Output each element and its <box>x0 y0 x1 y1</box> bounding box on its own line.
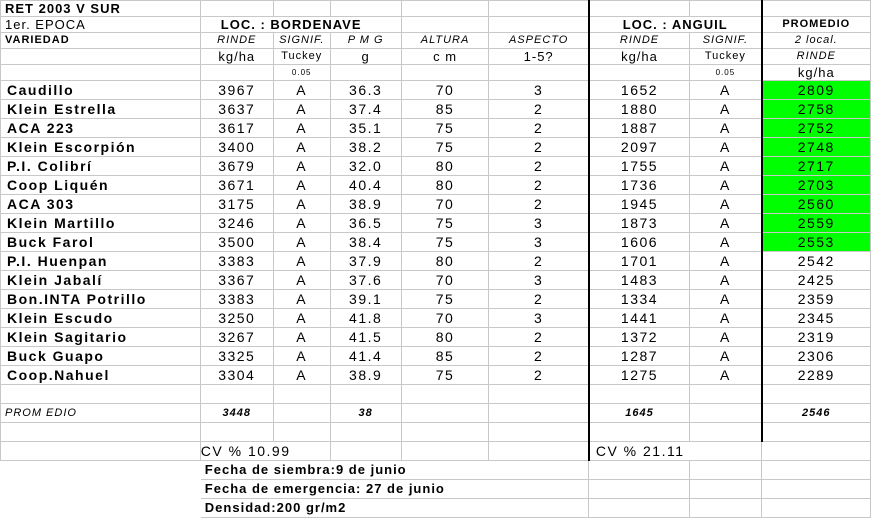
loc1-rinde-cell: 3679 <box>200 157 273 176</box>
table-row <box>1 252 871 271</box>
variedad-cell: Klein Martillo <box>1 214 201 233</box>
aspecto-cell: 2 <box>489 195 589 214</box>
loc1-rinde-cell: 3175 <box>200 195 273 214</box>
loc1-signif-cell: A <box>273 290 330 309</box>
loc1-rinde-cell: 3383 <box>200 290 273 309</box>
variedad-cell: P.I. Colibrí <box>1 157 201 176</box>
loc1-signif-cell: A <box>273 176 330 195</box>
loc1-signif-cell: A <box>273 157 330 176</box>
sheet-title: RET 2003 V SUR <box>1 1 201 17</box>
altura-cell: 75 <box>401 233 489 252</box>
summary-row <box>1 404 871 423</box>
table-row <box>1 100 871 119</box>
variedad-cell: Buck Guapo <box>1 347 201 366</box>
loc1-signif-cell: A <box>273 366 330 385</box>
loc1-header-pmg: P M G <box>330 33 401 49</box>
altura-cell: 75 <box>401 138 489 157</box>
loc2-rinde-cell: 1887 <box>589 119 690 138</box>
loc2-unit-signif: Tuckey <box>690 49 762 65</box>
pmg-cell: 35.1 <box>330 119 401 138</box>
loc2-rinde-cell: 1880 <box>589 100 690 119</box>
altura-cell: 75 <box>401 366 489 385</box>
variedad-cell: Klein Escorpión <box>1 138 201 157</box>
altura-cell: 70 <box>401 309 489 328</box>
loc2-rinde-cell: 1334 <box>589 290 690 309</box>
table-row <box>1 328 871 347</box>
altura-cell: 80 <box>401 252 489 271</box>
pmg-cell: 40.4 <box>330 176 401 195</box>
loc1-header-rinde: RINDE <box>200 33 273 49</box>
loc1-signif-cell: A <box>273 81 330 100</box>
table-row <box>1 233 871 252</box>
aspecto-cell: 2 <box>489 290 589 309</box>
variedad-cell: Buck Farol <box>1 233 201 252</box>
loc1-signif-cell: A <box>273 138 330 157</box>
loc2-rinde-cell: 1483 <box>589 271 690 290</box>
loc1-rinde-cell: 3617 <box>200 119 273 138</box>
aspecto-cell: 3 <box>489 271 589 290</box>
pmg-cell: 32.0 <box>330 157 401 176</box>
promedio-cell: 2359 <box>762 290 871 309</box>
variedad-cell: ACA 223 <box>1 119 201 138</box>
loc2-rinde-cell: 1441 <box>589 309 690 328</box>
variedad-cell: Klein Estrella <box>1 100 201 119</box>
pmg-cell: 37.6 <box>330 271 401 290</box>
loc2-signif-cell: A <box>690 328 762 347</box>
loc2-signif-cell: A <box>690 176 762 195</box>
altura-cell: 80 <box>401 157 489 176</box>
altura-cell: 75 <box>401 290 489 309</box>
note-densidad: Densidad:200 gr/m2 <box>200 499 589 518</box>
promedio-rinde-label: RINDE <box>762 49 871 65</box>
table-row <box>1 347 871 366</box>
loc2-rinde-cell: 1606 <box>589 233 690 252</box>
loc1-signif-cell: A <box>273 271 330 290</box>
note-siembra: Fecha de siembra:9 de junio <box>200 461 589 480</box>
loc2-signif-cell: A <box>690 290 762 309</box>
loc2-rinde-cell: 1945 <box>589 195 690 214</box>
aspecto-cell: 2 <box>489 176 589 195</box>
table-row <box>1 81 871 100</box>
variedad-header: VARIEDAD <box>1 33 201 49</box>
aspecto-cell: 3 <box>489 309 589 328</box>
variedad-cell: Caudillo <box>1 81 201 100</box>
loc2-rinde-cell: 2097 <box>589 138 690 157</box>
pmg-cell: 38.9 <box>330 366 401 385</box>
aspecto-cell: 2 <box>489 328 589 347</box>
loc2-rinde-cell: 1701 <box>589 252 690 271</box>
loc1-rinde-cell: 3637 <box>200 100 273 119</box>
loc2-rinde-cell: 1873 <box>589 214 690 233</box>
pmg-cell: 39.1 <box>330 290 401 309</box>
promedio-cell: 2717 <box>762 157 871 176</box>
pmg-cell: 38.9 <box>330 195 401 214</box>
aspecto-cell: 3 <box>489 233 589 252</box>
loc2-rinde-cell: 1287 <box>589 347 690 366</box>
aspecto-cell: 2 <box>489 157 589 176</box>
promedio-cell: 2748 <box>762 138 871 157</box>
loc1-signif-cell: A <box>273 119 330 138</box>
loc1-rinde-cell: 3400 <box>200 138 273 157</box>
promedio-cell: 2345 <box>762 309 871 328</box>
pmg-cell: 37.4 <box>330 100 401 119</box>
loc1-rinde-cell: 3383 <box>200 252 273 271</box>
variedad-cell: ACA 303 <box>1 195 201 214</box>
table-row <box>1 138 871 157</box>
loc2-signif-cell: A <box>690 233 762 252</box>
promedio-title: PROMEDIO <box>762 17 871 33</box>
loc1-unit-pmg: g <box>330 49 401 65</box>
pmg-cell: 36.3 <box>330 81 401 100</box>
variedad-cell: Coop.Nahuel <box>1 366 201 385</box>
promedio-cell: 2425 <box>762 271 871 290</box>
promedio-cell: 2752 <box>762 119 871 138</box>
loc2-rinde-cell: 1652 <box>589 81 690 100</box>
promedio-cell: 2319 <box>762 328 871 347</box>
loc2-rinde-cell: 1736 <box>589 176 690 195</box>
table-row <box>1 309 871 328</box>
loc1-rinde-cell: 3325 <box>200 347 273 366</box>
summary-promedio: 2546 <box>762 404 871 423</box>
promedio-sub: 2 local. <box>762 33 871 49</box>
loc1-rinde-cell: 3367 <box>200 271 273 290</box>
loc2-rinde-cell: 1755 <box>589 157 690 176</box>
loc1-rinde-cell: 3671 <box>200 176 273 195</box>
table-row <box>1 157 871 176</box>
loc1-unit-rinde: kg/ha <box>200 49 273 65</box>
altura-cell: 70 <box>401 81 489 100</box>
loc1-rinde-cell: 3250 <box>200 309 273 328</box>
loc2-signif-cell: A <box>690 214 762 233</box>
loc2-header-rinde: RINDE <box>589 33 690 49</box>
loc1-rinde-cell: 3246 <box>200 214 273 233</box>
loc2-signif-cell: A <box>690 81 762 100</box>
table-row <box>1 176 871 195</box>
pmg-cell: 41.4 <box>330 347 401 366</box>
table-row <box>1 366 871 385</box>
aspecto-cell: 3 <box>489 214 589 233</box>
loc2-signif-cell: A <box>690 366 762 385</box>
cv-loc1: CV % 10.99 <box>200 442 330 461</box>
loc1-rinde-cell: 3967 <box>200 81 273 100</box>
table-row <box>1 271 871 290</box>
pmg-cell: 41.5 <box>330 328 401 347</box>
summary-label: PROM EDIO <box>1 404 201 423</box>
loc1-signif-cell: A <box>273 309 330 328</box>
altura-cell: 85 <box>401 347 489 366</box>
pmg-cell: 38.4 <box>330 233 401 252</box>
table-row <box>1 214 871 233</box>
table-row <box>1 119 871 138</box>
variedad-cell: Klein Sagitario <box>1 328 201 347</box>
summary-loc1-rinde: 3448 <box>200 404 273 423</box>
loc1-unit-signif: Tuckey <box>273 49 330 65</box>
promedio-cell: 2542 <box>762 252 871 271</box>
variedad-cell: Klein Jabalí <box>1 271 201 290</box>
altura-cell: 80 <box>401 328 489 347</box>
promedio-cell: 2809 <box>762 81 871 100</box>
loc1-signif-cell: A <box>273 233 330 252</box>
altura-cell: 75 <box>401 214 489 233</box>
promedio-cell: 2560 <box>762 195 871 214</box>
promedio-cell: 2289 <box>762 366 871 385</box>
altura-cell: 85 <box>401 100 489 119</box>
aspecto-cell: 2 <box>489 366 589 385</box>
loc2-alpha: 0.05 <box>690 65 762 81</box>
loc2-signif-cell: A <box>690 252 762 271</box>
loc2-rinde-cell: 1372 <box>589 328 690 347</box>
loc1-alpha: 0.05 <box>273 65 330 81</box>
loc2-rinde-cell: 1275 <box>589 366 690 385</box>
loc1-rinde-cell: 3267 <box>200 328 273 347</box>
aspecto-cell: 3 <box>489 81 589 100</box>
pmg-cell: 38.2 <box>330 138 401 157</box>
aspecto-cell: 2 <box>489 252 589 271</box>
loc1-rinde-cell: 3500 <box>200 233 273 252</box>
loc2-signif-cell: A <box>690 271 762 290</box>
loc1-unit-altura: c m <box>401 49 489 65</box>
loc1-signif-cell: A <box>273 328 330 347</box>
summary-loc2-rinde: 1645 <box>589 404 690 423</box>
loc1-signif-cell: A <box>273 347 330 366</box>
table-row <box>1 290 871 309</box>
promedio-cell: 2553 <box>762 233 871 252</box>
promedio-unit: kg/ha <box>762 65 871 81</box>
pmg-cell: 41.8 <box>330 309 401 328</box>
loc1-header-signif: SIGNIF. <box>273 33 330 49</box>
loc2-signif-cell: A <box>690 119 762 138</box>
loc2-signif-cell: A <box>690 138 762 157</box>
altura-cell: 75 <box>401 119 489 138</box>
variedad-cell: P.I. Huenpan <box>1 252 201 271</box>
pmg-cell: 36.5 <box>330 214 401 233</box>
altura-cell: 70 <box>401 195 489 214</box>
loc1-signif-cell: A <box>273 214 330 233</box>
loc2-unit-rinde: kg/ha <box>589 49 690 65</box>
loc2-header-signif: SIGNIF. <box>690 33 762 49</box>
loc1-unit-aspecto: 1-5? <box>489 49 589 65</box>
aspecto-cell: 2 <box>489 138 589 157</box>
loc1-signif-cell: A <box>273 195 330 214</box>
cv-loc2: CV % 21.11 <box>589 442 762 461</box>
promedio-cell: 2703 <box>762 176 871 195</box>
loc1-rinde-cell: 3304 <box>200 366 273 385</box>
variedad-cell: Klein Escudo <box>1 309 201 328</box>
promedio-cell: 2306 <box>762 347 871 366</box>
loc1-signif-cell: A <box>273 100 330 119</box>
loc2-signif-cell: A <box>690 157 762 176</box>
aspecto-cell: 2 <box>489 100 589 119</box>
promedio-cell: 2758 <box>762 100 871 119</box>
promedio-cell: 2559 <box>762 214 871 233</box>
variedad-cell: Coop Liquén <box>1 176 201 195</box>
variedad-cell: Bon.INTA Potrillo <box>1 290 201 309</box>
loc2-signif-cell: A <box>690 309 762 328</box>
table-row <box>1 195 871 214</box>
epoca-label: 1er. EPOCA <box>1 17 201 33</box>
pmg-cell: 37.9 <box>330 252 401 271</box>
loc1-name: LOC. : BORDENAVE <box>200 17 401 33</box>
aspecto-cell: 2 <box>489 119 589 138</box>
loc2-name: LOC. : ANGUIL <box>589 17 762 33</box>
summary-pmg: 38 <box>330 404 401 423</box>
loc2-signif-cell: A <box>690 100 762 119</box>
loc1-header-altura: ALTURA <box>401 33 489 49</box>
loc2-signif-cell: A <box>690 347 762 366</box>
loc1-signif-cell: A <box>273 252 330 271</box>
note-emergencia: Fecha de emergencia: 27 de junio <box>200 480 589 499</box>
loc2-signif-cell: A <box>690 195 762 214</box>
loc1-header-aspecto: ASPECTO <box>489 33 589 49</box>
aspecto-cell: 2 <box>489 347 589 366</box>
altura-cell: 70 <box>401 271 489 290</box>
altura-cell: 80 <box>401 176 489 195</box>
